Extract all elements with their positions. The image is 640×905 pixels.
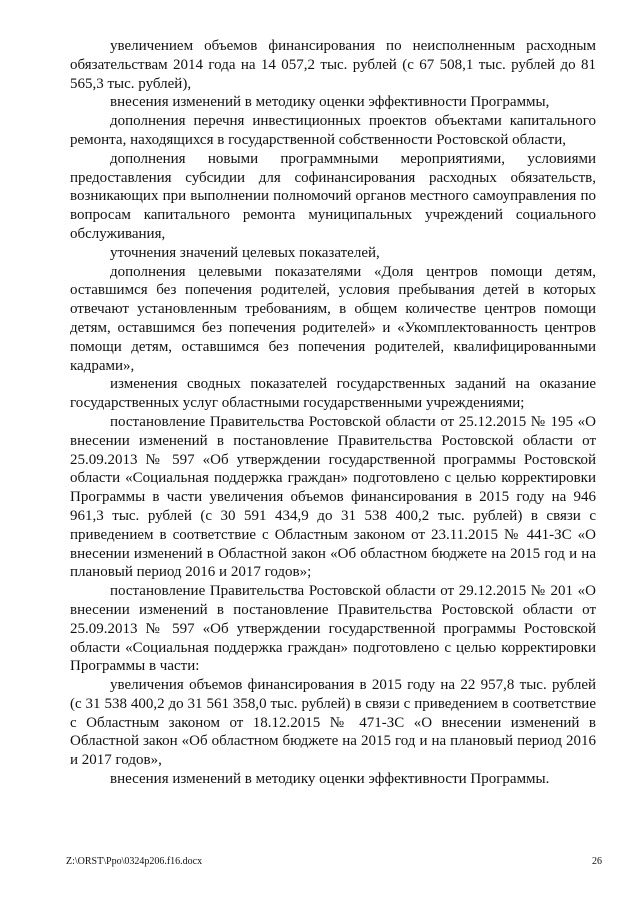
paragraph: дополнения новыми программными мероприятиями, условиями предоставления субсидии для софинансирования расходных обязательств, возникающих при выполнении полномочий органов местного самоуправления по вопросам капитального ремонта муниципальных учреждений социального обслуживания, bbox=[70, 150, 596, 242]
paragraph: постановление Правительства Ростовской области от 25.12.2015 № 195 «О внесении изменений в постановление Правительства Ростовской области от 25.09.2013 № 597 «Об утверждении государственной программы Ростовской области «Социальная поддержка граждан» подготовлено с целью корректировки Программы в части увеличения объемов финансирования в 2015 году на 946 961,3 тыс. рублей (с 30 591 434,9 до 31 538 400,2 тыс. рублей) в связи с приведением в соответствие с Областным законом от 23.11.2015 № 441-ЗС «О внесении изменений в Областной закон «Об областном бюджете на 2015 год и на плановый период 2016 и 2017 годов»; bbox=[70, 413, 596, 581]
paragraph: уточнения значений целевых показателей, bbox=[110, 244, 380, 261]
paragraph: увеличения объемов финансирования в 2015 году на 22 957,8 тыс. рублей (с 31 538 400,2 до 31 561 358,0 тыс. рублей) в связи с приведением в соответствие с Областным законом от 18.12.2015 № 471-ЗС «О внесении изменений в Областной закон «Об областном бюджете на 2015 год и на плановый период 2016 и 2017 годов», bbox=[70, 677, 596, 769]
footer-file-path: Z:\ORST\Ppo\0324p206.f16.docx bbox=[66, 856, 203, 867]
paragraph: дополнения перечня инвестиционных проектов объектами капитального ремонта, находящихся в государственной собственности Ростовской области, bbox=[70, 113, 596, 148]
document-body bbox=[70, 37, 596, 789]
paragraph: увеличением объемов финансирования по неисполненным расходным обязательствам 2014 года на 14 057,2 тыс. рублей (с 67 508,1 тыс. рублей до 81 565,3 тыс. рублей), bbox=[70, 38, 596, 92]
paragraph: постановление Правительства Ростовской области от 29.12.2015 № 201 «О внесении изменений в постановление Правительства Ростовской области от 25.09.2013 № 597 «Об утверждении государственной программы Ростовской области «Социальная поддержка граждан» подготовлено с целью корректировки Программы в части: bbox=[70, 583, 596, 675]
page-footer bbox=[66, 856, 602, 868]
paragraph: изменения сводных показателей государственных заданий на оказание государственных услуг областными государственными учреждениями; bbox=[70, 376, 596, 412]
paragraph: дополнения целевыми показателями «Доля центров помощи детям, оставшимся без попечения родителей, условия пребывания детей в которых отвечают установленным требованиям, в общем количестве центров помощи детям, оставшимся без попечения родителей» и «Укомплектованность центров помощи детям, оставшимся без попечения родителей, квалифицированными кадрами», bbox=[70, 263, 596, 374]
page-number: 26 bbox=[592, 856, 602, 867]
paragraph: внесения изменений в методику оценки эффективности Программы, bbox=[110, 94, 550, 111]
paragraph: внесения изменений в методику оценки эффективности Программы. bbox=[110, 771, 550, 788]
